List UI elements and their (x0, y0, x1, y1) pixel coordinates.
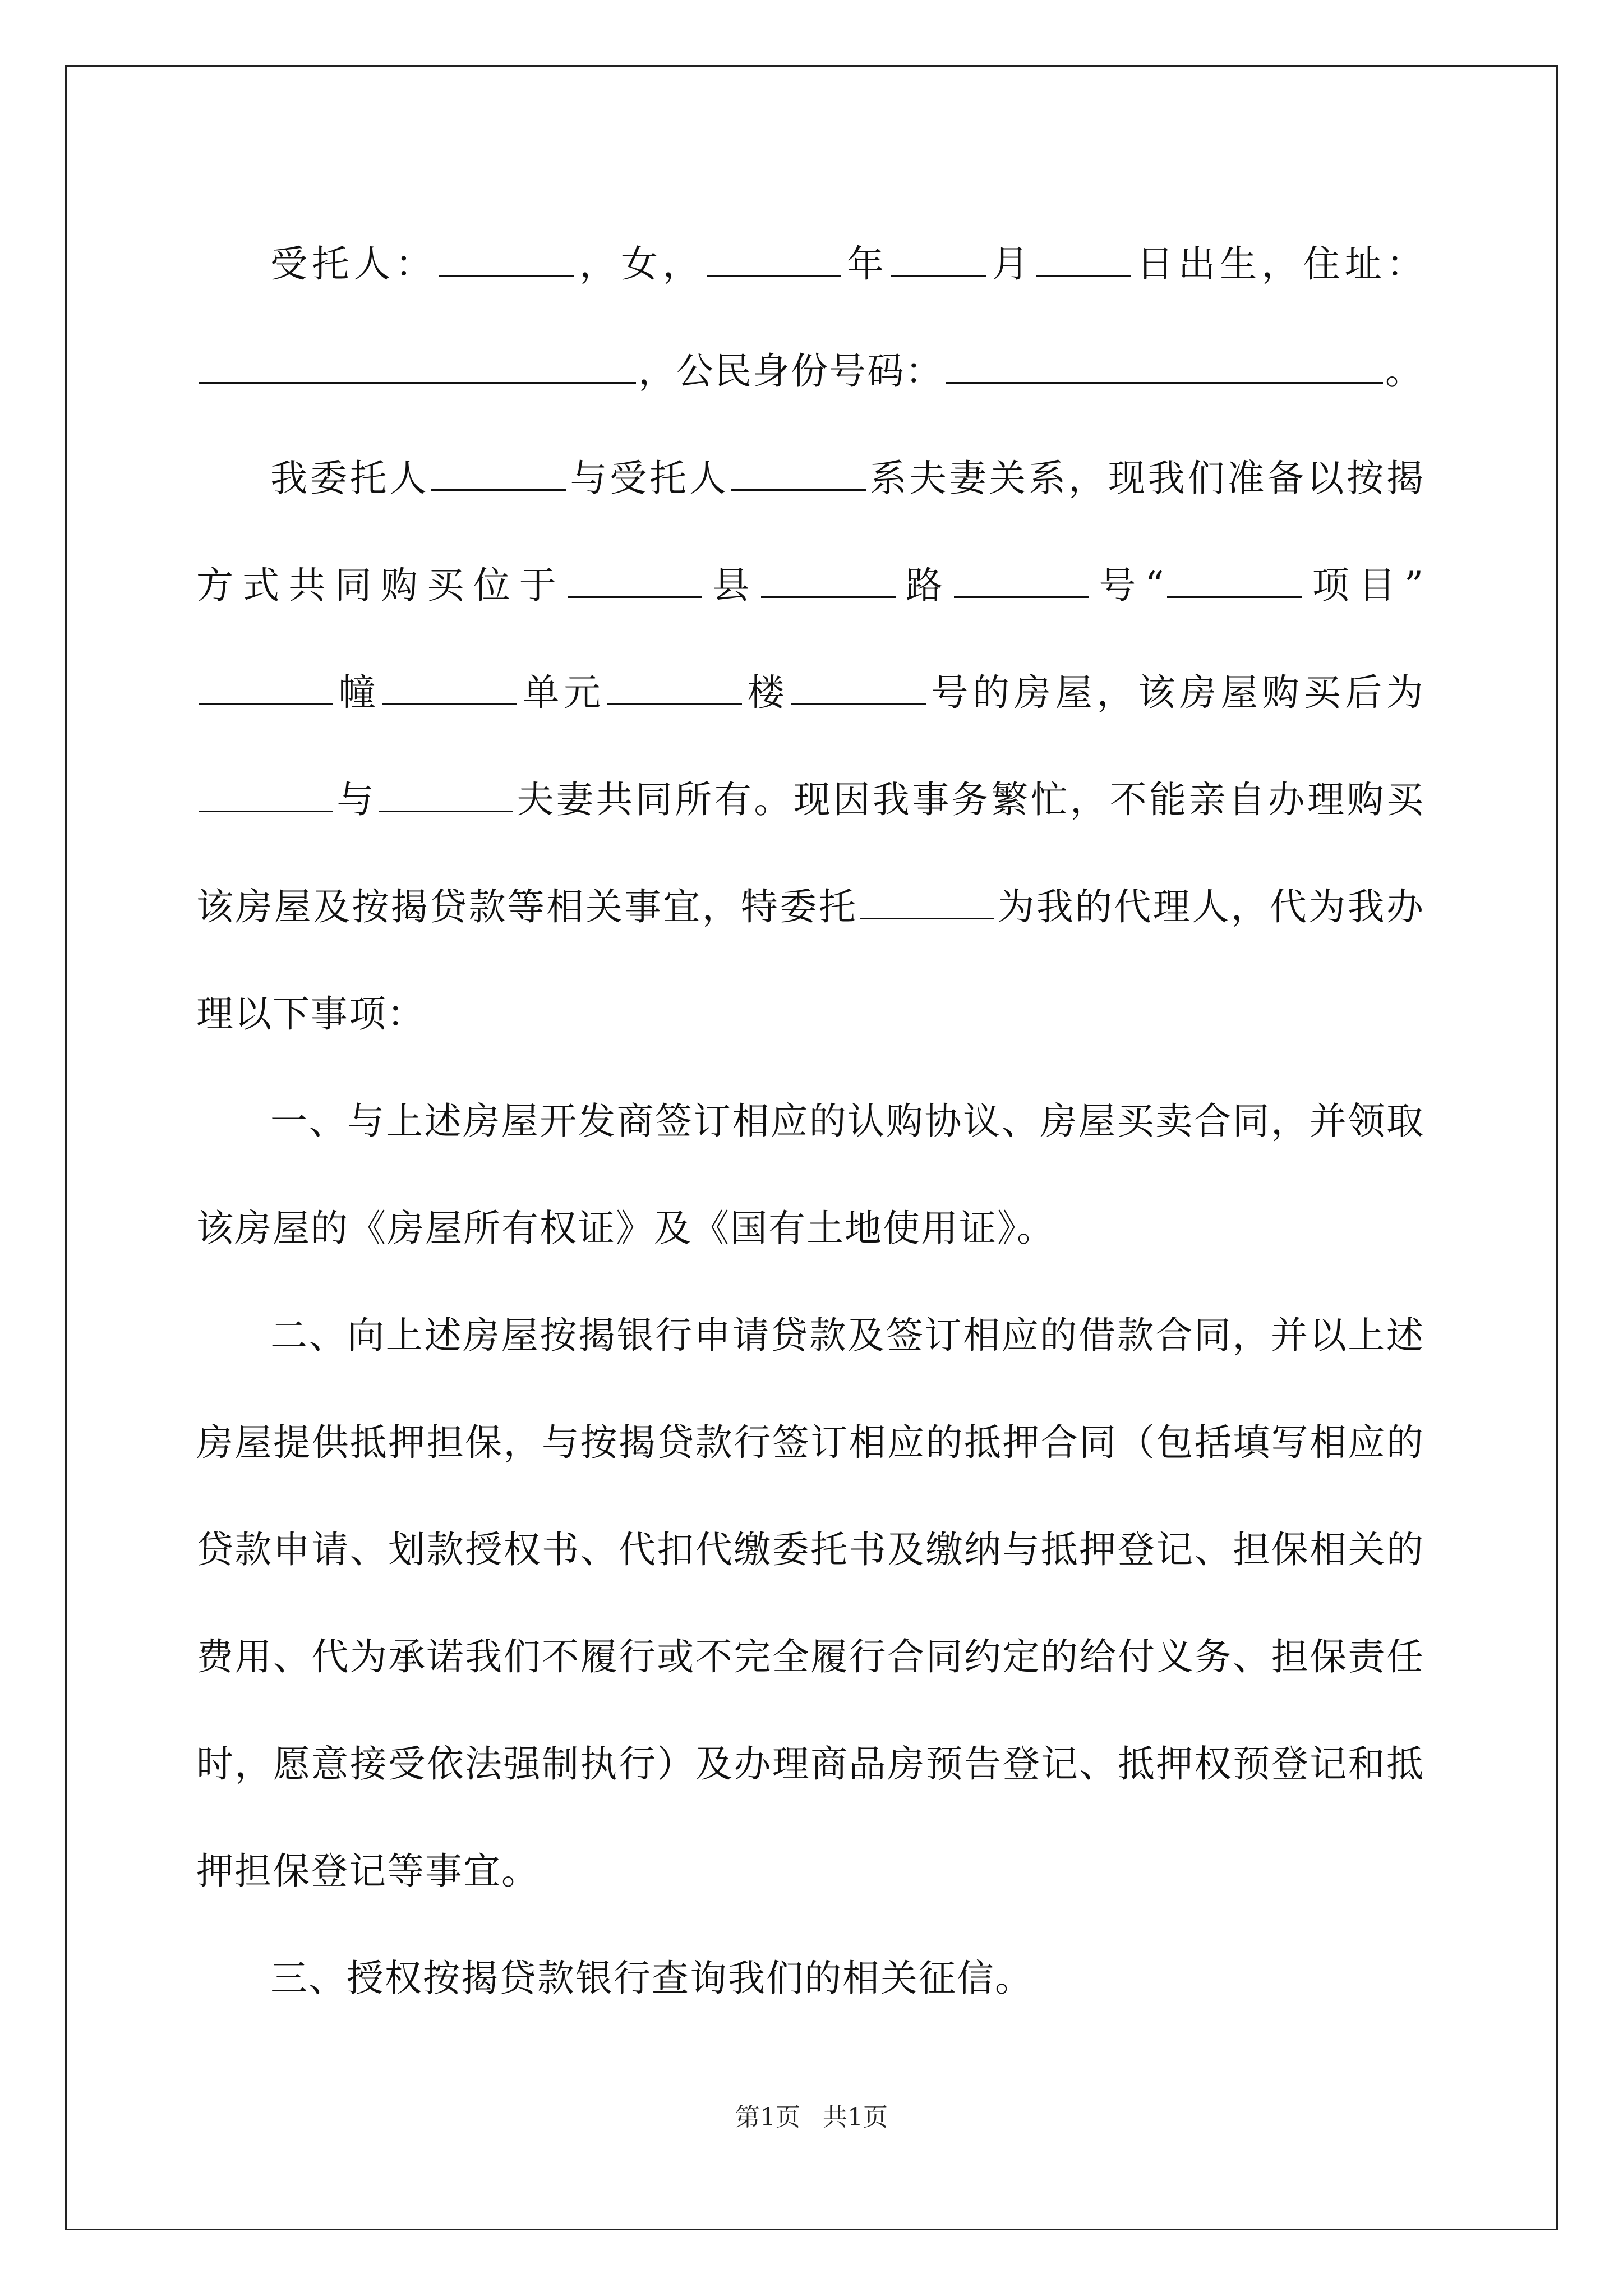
blank-id-number (946, 347, 1383, 384)
blank-principal (431, 454, 566, 491)
document-body (196, 210, 1424, 2032)
blank-year (707, 240, 841, 277)
paragraph-item-2: 二、向上述房屋按揭银行申请贷款及签订相应的借款合同，并以上述房屋提供抵押担保，与按揭贷款行签订相应的抵押合同（包括填写相应的贷款申请、划款授权书、代扣代缴委托书及缴纳与抵押登记、担保相关的费用、代为承诺我们不履行或不完全履行合同约定的给付义务、担保责任时，愿意接受依法强制执行）及办理商品房预告登记、抵押权预登记和抵押担保登记等事宜。 (196, 1314, 1424, 1893)
blank-county (568, 561, 702, 598)
text-segment: 。 (1385, 349, 1423, 393)
paragraph-item-3: 三、授权按揭贷款银行查询我们的相关征信。 (270, 1957, 1033, 2000)
blank-building (199, 668, 333, 705)
text-segment: 县 (704, 564, 759, 607)
blank-floor (607, 668, 742, 705)
blank-project (1167, 561, 1302, 598)
text-segment: ，公民身份号码： (638, 349, 943, 393)
blank-room (791, 668, 926, 705)
paragraph-entrustment (196, 425, 1424, 1068)
blank-name (439, 240, 574, 277)
page-number-total: 共1页 (823, 2103, 888, 2132)
text-segment: 与受托人 (568, 457, 729, 500)
text-segment: 月 (988, 242, 1034, 286)
text-segment: 项目” (1304, 564, 1425, 607)
blank-address (199, 347, 636, 384)
text-segment: 系夫妻关系，现我们准备以按揭方式共同购买位于 (196, 457, 1425, 607)
blank-month (891, 240, 986, 277)
blank-owner-1 (199, 775, 333, 812)
text-segment: 号的房屋，该房屋购买后为 (928, 671, 1425, 714)
text-segment: 夫妻共同所有。现因我事务繁忙，不能亲自办理购买该房屋及按揭贷款等相关事宜，特委托 (196, 778, 1425, 928)
text-segment: 受托人： (270, 242, 437, 286)
blank-road (761, 561, 896, 598)
blank-trustee (731, 454, 866, 491)
blank-owner-2 (379, 775, 513, 812)
text-segment: 为我的代理人，代为我办理以下事项： (196, 885, 1425, 1036)
text-segment: 幢 (335, 671, 380, 714)
blank-number (954, 561, 1089, 598)
text-segment: 我委托人 (270, 457, 430, 500)
page-number-current: 第1页 (735, 2103, 800, 2132)
text-segment: 楼 (744, 671, 789, 714)
page-footer (0, 2097, 1623, 2133)
blank-unit (382, 668, 517, 705)
text-segment: ，女， (575, 242, 704, 286)
blank-day (1036, 240, 1131, 277)
text-segment: 日出生，住址： (1133, 242, 1425, 286)
blank-agent (860, 882, 994, 919)
text-segment: 与 (335, 778, 376, 821)
paragraph-item-1: 一、与上述房屋开发商签订相应的认购协议、房屋买卖合同，并领取该房屋的《房屋所有权证》及《国有土地使用证》。 (196, 1099, 1424, 1250)
text-segment: 年 (843, 242, 889, 286)
text-segment: 单元 (519, 671, 605, 714)
paragraph-trustee-info (196, 210, 1424, 425)
text-segment: 号“ (1091, 564, 1165, 607)
text-segment: 路 (897, 564, 952, 607)
